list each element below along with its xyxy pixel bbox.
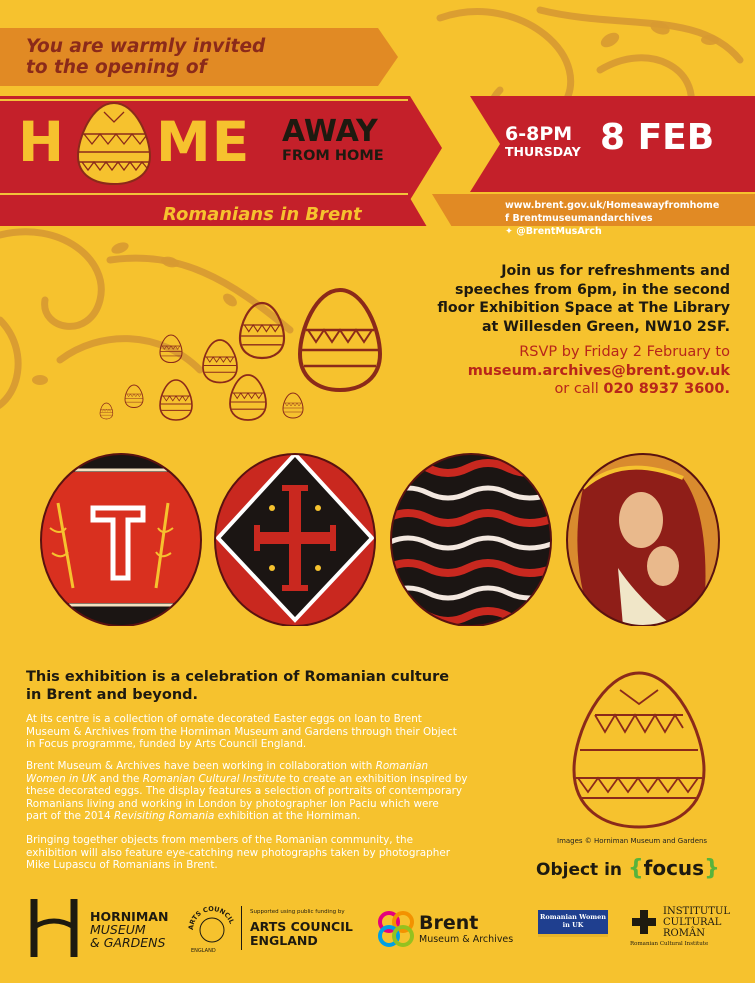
body-headline xyxy=(26,668,496,704)
headline-line-1: This exhibition is a celebration of Romanian culture xyxy=(26,669,450,685)
p2-italic: Romanian Cultural Institute xyxy=(142,772,286,785)
icr-logo-text xyxy=(663,906,730,939)
icr-subtitle: Romanian Cultural Institute xyxy=(630,941,709,947)
join-line-1: Join us for refreshments and xyxy=(501,263,730,279)
arts-l2: ENGLAND xyxy=(250,933,318,948)
website-link[interactable]: www.brent.gov.uk/Homeawayfromhome xyxy=(505,200,720,211)
painted-egg-4-icon xyxy=(563,448,723,626)
title-from-home: FROM HOME xyxy=(282,148,384,164)
facebook-icon: f xyxy=(505,213,513,224)
p2-line-3: these decorated eggs. The display features a selection of portraits of contemporary xyxy=(26,785,463,798)
p2-text: Brent Museum & Archives have been working in collaboration with xyxy=(26,760,376,772)
p2-italic: Women in UK xyxy=(26,772,97,785)
facebook-link[interactable] xyxy=(505,212,719,225)
headline-line-2: in Brent and beyond. xyxy=(26,687,199,703)
event-date: 8 FEB xyxy=(600,117,715,158)
horniman-l3: & GARDENS xyxy=(90,935,166,950)
p2-italic: Revisiting Romania xyxy=(114,810,215,823)
outline-eggs-cluster xyxy=(95,285,405,425)
join-line-4: at Willesden Green, NW10 2SF. xyxy=(481,318,730,335)
p1-line-3: in Focus programme, funded by Arts Council England. xyxy=(26,738,307,751)
icr-l2: CULTURAL xyxy=(663,917,722,928)
p2-line-4: Romanians living and working in London by photographer Ion Paciu which were xyxy=(26,797,439,810)
body-paragraph-2 xyxy=(26,760,501,823)
image-credit: Images © Horniman Museum and Gardens xyxy=(557,837,708,845)
rsvp-phone[interactable]: 020 8937 3600. xyxy=(603,381,730,397)
icr-cross-icon xyxy=(630,908,658,936)
painted-egg-3 xyxy=(388,448,554,626)
arts-supported-text: Supported using public funding by xyxy=(250,909,345,915)
arts-divider xyxy=(241,906,242,950)
horniman-logo-text xyxy=(90,910,168,949)
oif-brace-open: { xyxy=(627,856,644,881)
brent-name: Brent xyxy=(419,912,479,934)
event-time: 6-8PM xyxy=(505,123,573,145)
arts-council-text xyxy=(250,920,353,948)
body-paragraph-3 xyxy=(26,834,501,872)
p2-line-2 xyxy=(26,773,501,786)
oif-prefix: Object in xyxy=(536,860,623,880)
twitter-link[interactable] xyxy=(505,225,719,238)
title-h: H xyxy=(18,110,66,174)
p2-text: to create an exhibition inspired by xyxy=(285,772,468,785)
arts-ring-path-text: ARTS COUNCIL xyxy=(186,904,236,931)
object-in-focus-logo xyxy=(536,856,720,881)
p2-text: part of the 2014 xyxy=(26,810,115,823)
join-line-3: floor Exhibition Space at The Library xyxy=(437,300,730,316)
painted-egg-2 xyxy=(212,448,378,626)
p3-line-1: Bringing together objects from members of the Romanian community, the xyxy=(26,834,413,846)
title-away: AWAY xyxy=(282,114,378,149)
rsvp-call-prefix: or call xyxy=(554,381,604,397)
p2-line-1 xyxy=(26,760,501,773)
rsvp-line: RSVP by Friday 2 February to xyxy=(519,344,730,360)
title-subtitle: Romanians in Brent xyxy=(163,204,362,225)
join-line-2: speeches from 6pm, in the second xyxy=(455,281,730,298)
facebook-handle: Brentmuseumandarchives xyxy=(512,213,653,224)
rsvp-email[interactable]: museum.archives@brent.gov.uk xyxy=(467,362,730,379)
rwuk-l2: in UK xyxy=(562,921,584,929)
p1-line-2: Museum & Archives from the Horniman Museum and Gardens through their Object xyxy=(26,725,457,738)
rwuk-l1: Romanian Women xyxy=(539,913,607,921)
p2-text: and the xyxy=(96,772,143,785)
twitter-icon: ✦ xyxy=(505,226,517,237)
icr-l3: ROMÂN xyxy=(663,928,705,939)
p3-line-3: Mike Lupascu of Romanians in Brent. xyxy=(26,859,218,872)
arts-ring-bottom-text: ENGLAND xyxy=(191,948,216,954)
oif-word: focus xyxy=(643,856,705,880)
arts-l1: ARTS COUNCIL xyxy=(250,919,353,934)
body-paragraph-1 xyxy=(26,713,501,751)
p3-line-2: exhibition will also feature eye-catching new photographs taken by photographer xyxy=(26,846,450,859)
event-weekday: THURSDAY xyxy=(505,144,581,159)
icr-l1: INSTITUTUL xyxy=(663,906,731,917)
painted-egg-1 xyxy=(38,448,204,626)
oif-brace-close: } xyxy=(704,856,720,881)
title-me: ME xyxy=(156,110,251,174)
large-outline-egg-icon xyxy=(570,670,708,830)
invite-line-2: to the opening of xyxy=(26,57,207,78)
horniman-l2: MUSEUM xyxy=(90,922,146,937)
invite-line-1: You are warmly invited xyxy=(26,36,266,57)
brent-sub: Museum & Archives xyxy=(419,934,514,945)
title-egg-o-icon xyxy=(74,100,154,186)
romanian-women-uk-logo xyxy=(538,910,608,937)
event-details xyxy=(400,262,730,336)
p2-line-5 xyxy=(26,810,501,823)
invite-text xyxy=(26,36,265,78)
p1-line-1: At its centre is a collection of ornate decorated Easter eggs on loan to Brent xyxy=(26,713,422,725)
rwuk-text xyxy=(538,910,608,929)
contact-links xyxy=(505,199,719,238)
p2-text: exhibition at the Horniman. xyxy=(214,810,361,823)
horniman-logo-icon xyxy=(28,897,80,959)
twitter-handle: @BrentMusArch xyxy=(516,226,602,237)
p2-italic: Romanian xyxy=(375,760,429,772)
rsvp-block xyxy=(400,343,730,399)
horniman-l1: HORNIMAN xyxy=(90,909,169,924)
brent-logo-icon xyxy=(376,910,416,948)
